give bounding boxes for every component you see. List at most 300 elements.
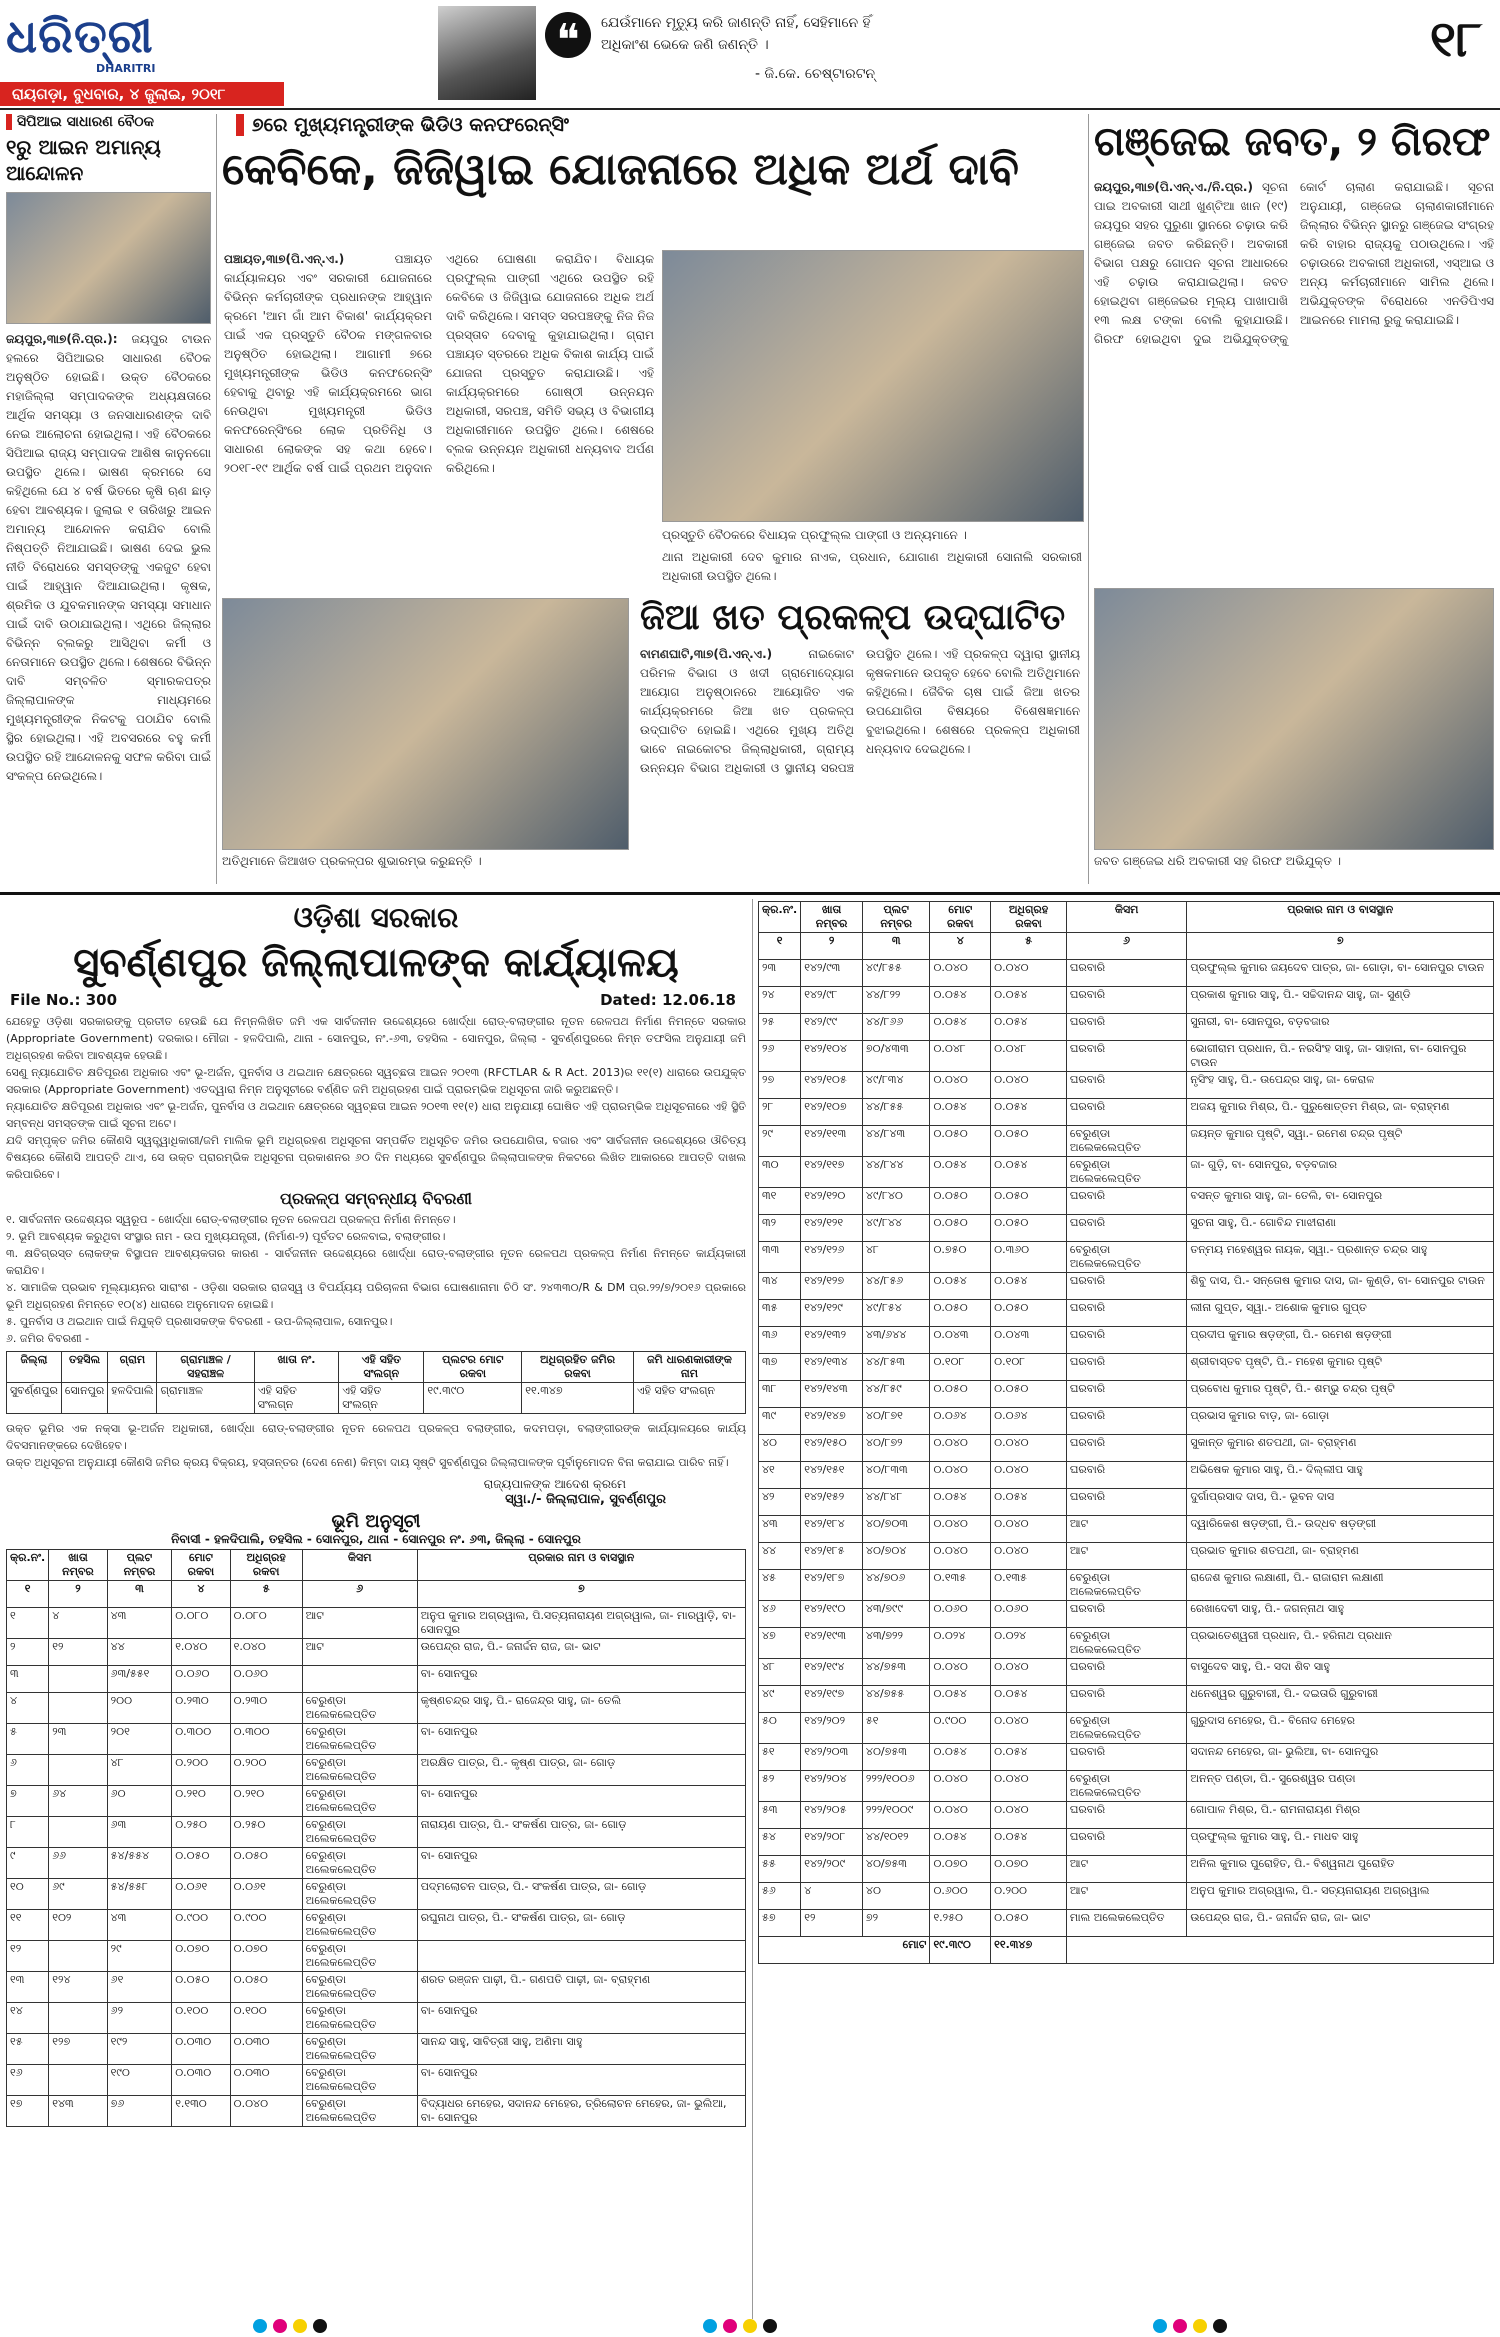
schedule-row [7,1879,746,1910]
schedule-cell: ୧୫ [7,2034,49,2065]
schedule-cell: ୪୪/୮୫୫ [862,1099,930,1126]
color-dots [1150,2318,1230,2337]
registration-dot [703,2319,717,2333]
schedule-cell: ଅଜୟ କୁମାର ମିଶ୍ର, ପି.- ପୁରୁଷୋତ୍ତମ ମିଶ୍ର, ଜା- ବ୍ରାହ୍ମଣ [1187,1099,1494,1126]
page-number: ୧୮ [1429,10,1482,68]
color-dots [700,2318,780,2337]
schedule-cell: ୦.୦୫୦ [930,1300,991,1327]
column-divider [1088,114,1089,884]
schedule-cell: ବସନ୍ତ କୁମାର ସାହୁ, ଜା- ତେଲି, ବା- ସୋନପୁର [1187,1188,1494,1215]
schedule-cell: ୩୪ [759,1273,801,1300]
schedule-row [759,1408,1494,1435]
schedule-cell: ବେରୁଣ୍ଡା ଅଲେକଲେପ୍ତିତ [302,1972,417,2003]
schedule-cell: ୨୩ [49,1724,107,1755]
schedule-cell: ୧୪୨/୧୫୦ [801,1435,863,1462]
schedule-cell: ୧.୧୩୦ [172,2096,230,2127]
schedule-cell: ବେରୁଣ୍ଡା ଅଲେକଲେପ୍ତିତ [302,2034,417,2065]
schedule-cell: ସୁଚନା ସାହୁ, ପି.- ଗୋବିନ୍ଦ ମାଝୀରାଣା [1187,1215,1494,1242]
schedule-column-number: ୭ [1187,933,1494,960]
schedule-cell: ୧୯୨ [107,2034,172,2065]
schedule-cell: ୦.୦୫୪ [991,1273,1067,1300]
schedule-cell: ଦ୍ୱାରିକେଶ ଷଡ଼ଙ୍ଗୀ, ପି.- ଉଦ୍ଧବ ଷଡ଼ଙ୍ଗୀ [1187,1516,1494,1543]
schedule-cell: ୫୪/୫୫୪ [107,1848,172,1879]
schedule-cell: ୪୩/୭୯୯ [862,1601,930,1628]
schedule-row [7,1693,746,1724]
schedule-cell: ୪୯/୮୩୪ [862,1072,930,1099]
schedule-cell: ୫୧ [759,1744,801,1771]
schedule-cell [302,1666,417,1693]
schedule-cell: ୩୯ [759,1408,801,1435]
schedule-column-number: ୭ [417,1581,745,1608]
schedule-cell: ୧୪୨/୧୨୦ [801,1188,863,1215]
summary-cell: ଏହି ସହିତ ସଂଲଗ୍ନ [339,1383,424,1414]
print-color-bar [0,2318,1500,2335]
story-bottom-dateline: ବାମଣଘାଟି,୩ା୭(ପି.ଏନ୍.ଏ.) [640,647,773,661]
schedule-column-number: ୩ [107,1581,172,1608]
schedule-row [759,1099,1494,1126]
schedule-cell: ୦.୦୭୦ [172,1941,230,1972]
schedule-cell: ୧୪୨/୧୯୦ [801,1601,863,1628]
schedule-cell: ବା- ସୋନପୁର [417,2003,745,2034]
schedule-cell: ୧୪୨/୧୯୪ [801,1659,863,1686]
schedule-cell: ପ୍ରଭାସ କୁମାର ବାଡ଼, ଜା- ଗୋଡ଼ା [1187,1408,1494,1435]
schedule-row [7,1666,746,1693]
schedule-cell: ୧୨ [7,1941,49,1972]
schedule-cell: ଘରବାରି [1066,1041,1186,1072]
summary-header-cell: ଅଧିଗ୍ରହିତ ଜମିର ରକବା [522,1352,634,1383]
registration-dot [1193,2319,1207,2333]
file-number: File No.: 300 [10,991,118,1009]
registration-dot [313,2319,327,2333]
schedule-row [759,987,1494,1014]
schedule-cell: ୩୦ [759,1157,801,1188]
summary-table [6,1351,746,1414]
registration-dot [763,2319,777,2333]
schedule-cell: ୦.୦୪୦ [930,1072,991,1099]
schedule-cell: ୦.୦୪୦ [930,1771,991,1802]
schedule-cell: ପ୍ରଫୁଲ୍ଲ କୁମାର ସାହୁ, ପି.- ମାଧବ ସାହୁ [1187,1829,1494,1856]
schedule-cell: ବା- ସୋନପୁର [417,1848,745,1879]
schedule-cell: ୪୪/୧୦୧୨ [862,1829,930,1856]
schedule-header-cell: କିସମ [302,1550,417,1581]
schedule-cell [49,1693,107,1724]
schedule-cell: ବେରୁଣ୍ଡା ଅଲେକଲେପ୍ତିତ [302,1879,417,1910]
schedule-cell: ସଦାନନ୍ଦ ମେହେର, ଜା- ଭୁଲିଆ, ବା- ସୋନପୁର [1187,1744,1494,1771]
schedule-cell: ୦.୦୪୮ [930,1041,991,1072]
schedule-cell: ୬୩/୫୫୧ [107,1666,172,1693]
schedule-cell: ୦.୧୦୦ [230,2003,302,2034]
schedule-cell: ୪୪/୮୪୩ [862,1126,930,1157]
schedule-cell: ୦.୦୬୪ [930,1408,991,1435]
schedule-cell: ଘରବାରି [1066,1659,1186,1686]
schedule-cell: ବା- ସୋନପୁର [417,1786,745,1817]
schedule-cell: ୬୦ [107,1786,172,1817]
total-row [759,1937,1494,1964]
schedule-cell: ୧୩ [7,1972,49,2003]
schedule-cell: ୧୪୨/୧୪୩ [801,1381,863,1408]
schedule-cell: ଗୋପାଳ ମିଶ୍ର, ପି.- ରାମନାରାୟଣ ମିଶ୍ର [1187,1802,1494,1829]
schedule-row [759,1072,1494,1099]
schedule-cell: ୧୪୨/୧୪୭ [801,1408,863,1435]
schedule-cell: ୧୬ [7,2065,49,2096]
schedule-cell: ୦.୦୫୦ [930,1215,991,1242]
schedule-cell: ଆଟ [1066,1883,1186,1910]
schedule-column-number: ୧ [7,1581,49,1608]
schedule-cell: ୬୬ [49,1848,107,1879]
schedule-cell: ୦.୦୫୦ [991,1215,1067,1242]
schedule-cell: ରଘୁନାଥ ପାତ୍ର, ପି.- ସଂକର୍ଷଣ ପାତ୍ର, ଜା- ଗୋଡ଼ [417,1910,745,1941]
registration-dot [723,2319,737,2333]
schedule-cell: ୦.୦୫୪ [930,1829,991,1856]
schedule-row [759,1628,1494,1659]
schedule-cell: ୦.୦୪୦ [930,1462,991,1489]
schedule-cell: ୭୬ [107,2096,172,2127]
schedule-cell: ୧୪୨/୨୦୫ [801,1802,863,1829]
schedule-cell: ୦.୦୫୪ [930,1099,991,1126]
registration-dot [1213,2319,1227,2333]
quote-text: ଯେଉଁମାନେ ମୃତ୍ୟୁ କରି ଜାଣନ୍ତି ନାହିଁ, ସେହିମାନେ ହିଁ ଅଧିକାଂଶ ଭେକେ ଜଣି ଜଣନ୍ତି । [601,15,871,53]
schedule-cell: ୦.୧୩୫ [930,1570,991,1601]
schedule-cell: ୦.୦୩୦ [172,2065,230,2096]
schedule-cell: ୫ [7,1724,49,1755]
schedule-cell: ବା- ସୋନପୁର [417,1666,745,1693]
schedule-column-number: ୫ [991,933,1067,960]
schedule-cell: ୪୪/୮୫୯ [862,1381,930,1408]
schedule-cell: ୪୦/୭୫୩ [862,1744,930,1771]
schedule-cell [49,2003,107,2034]
schedule-cell: ୨୬ [759,1041,801,1072]
schedule-cell: ୦.୦୪୦ [991,1435,1067,1462]
schedule-cell: ୦.୦୫୦ [930,1188,991,1215]
schedule-cell: ୦.୦୫୪ [991,1489,1067,1516]
schedule-cell: ୧୪୨/୧୦୪ [801,1041,863,1072]
schedule-row [7,2096,746,2127]
schedule-cell: ୦.୦୫୦ [230,1848,302,1879]
schedule-cell: ୦.୦୫୪ [930,987,991,1014]
summary-cell: ଏହି ସହିତ ସଂଲଗ୍ନ [254,1383,338,1414]
logo-subtitle: DHARITRI [96,62,156,75]
schedule-cell: ୧୪୨/୧୫୧ [801,1462,863,1489]
schedule-cell: ବେରୁଣ୍ଡା ଅଲେକଲେପ୍ତିତ [1066,1771,1186,1802]
schedule-cell: ଶ୍ରୀବାସ୍ତବ ପୃଷ୍ଟି, ପି.- ମହେଶ କୁମାର ପୃଷ୍ଟି [1187,1354,1494,1381]
schedule-cell: ଘରବାରି [1066,1014,1186,1041]
logo-text: ଧରିତ୍ରୀ [6,9,154,63]
schedule-cell: ୧୦୨ [49,1910,107,1941]
schedule-cell: ଆଟ [302,1608,417,1639]
schedule-cell: ୩ [7,1666,49,1693]
schedule-row [7,2003,746,2034]
schedule-cell: ୦.୧୦୮ [991,1354,1067,1381]
schedule-cell: ୦.୦୫୦ [172,1972,230,2003]
schedule-cell: ୦.୦୫୪ [991,987,1067,1014]
schedule-row [759,1188,1494,1215]
summary-cell: ସୋନପୁର [61,1383,107,1414]
schedule-column-number: ୫ [230,1581,302,1608]
dateline: ରାୟଗଡ଼ା, ବୁଧବାର, ୪ ଜୁଲାଇ, ୨୦୧୮ [0,82,284,106]
schedule-cell: ୦.୩୦୦ [230,1724,302,1755]
schedule-cell: ୨୯ [107,1941,172,1972]
schedule-cell: ୦.୭୫୦ [930,1242,991,1273]
schedule-row [759,1242,1494,1273]
schedule-cell [49,1666,107,1693]
schedule-cell: ୪୩/୭୨୨ [862,1628,930,1659]
schedule-cell: ବେରୁଣ୍ଡା ଅଲେକଲେପ୍ତିତ [302,1910,417,1941]
registration-dot [253,2319,267,2333]
schedule-row [759,1543,1494,1570]
schedule-cell: ବେରୁଣ୍ଡା ଅଲେକଲେପ୍ତିତ [1066,1713,1186,1744]
schedule-cell: ବେରୁଣ୍ଡା ଅଲେକଲେପ୍ତିତ [1066,1126,1186,1157]
schedule-cell: ୧୪ [7,2003,49,2034]
schedule-cell: ୦.୦୫୪ [991,1099,1067,1126]
schedule-cell: ୦.୦୫୪ [991,1829,1067,1856]
schedule-cell: ୪ [801,1883,863,1910]
schedule-cell: ୦.୦୫୦ [991,1300,1067,1327]
schedule-header-cell: ଖାତା ନମ୍ବର [49,1550,107,1581]
schedule-cell: ଆଟ [302,1639,417,1666]
schedule-cell: ୬ [7,1755,49,1786]
schedule-cell: ଗୁରୁଦାସ ମେହେର, ପି.- ବିନୋଦ ମେହେର [1187,1713,1494,1744]
schedule-header-cell: ପ୍ଲଟ ନମ୍ବର [862,902,930,933]
schedule-cell: ବେରୁଣ୍ଡା ଅଲେକଲେପ୍ତିତ [1066,1157,1186,1188]
schedule-cell: ୩୨ [759,1215,801,1242]
schedule-cell: ଉପେନ୍ଦ୍ର ରାଜ, ପି.- ଜନାର୍ଦ୍ଦନ ରାଜ, ଜା- ଭାଟ [1187,1910,1494,1937]
schedule-cell: ପ୍ରଭାତେଶ୍ୱରୀ ପ୍ରଧାନ, ପି.- ହରିନାଥ ପ୍ରଧାନ [1187,1628,1494,1659]
schedule-cell: ବେରୁଣ୍ଡା ଅଲେକଲେପ୍ତିତ [302,1724,417,1755]
registration-dot [273,2319,287,2333]
schedule-cell: ଘରବାରି [1066,1829,1186,1856]
schedule-cell: ଶିବୁ ଦାସ, ପି.- ସନ୍ତୋଷ କୁମାର ଦାସ, ଜା- କୁଣ୍ଡି, ବା- ସୋନପୁର ଟାଉନ [1187,1273,1494,1300]
schedule-cell: ୪୪/୮୪୪ [862,1157,930,1188]
schedule-cell: ସାନନ୍ଦ ସାହୁ, ସାବିତ୍ରୀ ସାହୁ, ଅଣିମା ସାହୁ [417,2034,745,2065]
schedule-cell: ୦.୦୪୦ [991,1072,1067,1099]
schedule-header-cell: ପ୍ରକାର ନାମ ଓ ବାସସ୍ଥାନ [417,1550,745,1581]
schedule-row [759,1802,1494,1829]
schedule-cell: ୦.୦୩୦ [172,2034,230,2065]
project-heading: ପ୍ରକଳ୍ପ ସମ୍ବନ୍ଧୀୟ ବିବରଣୀ [280,1189,472,1208]
schedule-cell: ୫୭ [759,1910,801,1937]
schedule-cell [49,1755,107,1786]
schedule-cell: ୧୪୨/୧୨୭ [801,1273,863,1300]
schedule-cell: ୨୨୨/୧୦୦୬ [862,1771,930,1802]
schedule-cell: ୩୧ [759,1188,801,1215]
story-bottom [640,595,1080,885]
schedule-cell: ବା- ସୋନପୁର [417,1724,745,1755]
total-area: ୧୯.୩୯୦ [930,1937,991,1964]
schedule-cell: ଘରବାରି [1066,1300,1186,1327]
schedule-cell: ୪୬ [759,1601,801,1628]
schedule-row [7,2034,746,2065]
story-main-headline: କେବିକେ, ଜିଜିୱାଇ ଯୋଜନାରେ ଅଧିକ ଅର୍ଥ ଦାବି [222,144,1019,195]
schedule-cell: ୦.୦୬୦ [230,1666,302,1693]
schedule-cell: ତନ୍ମୟ ମହେଶ୍ୱର ନାୟକ, ସ୍ୱା.- ପ୍ରଶାନ୍ତ ଚନ୍ଦ୍ର ସାହୁ [1187,1242,1494,1273]
schedule-cell: ୧ [7,1608,49,1639]
total-acquired: ୧୧.୩୪୭ [991,1937,1067,1964]
schedule-column-number: ୨ [49,1581,107,1608]
schedule-cell: ୧୪୨/୧୦୭ [801,1099,863,1126]
schedule-cell: ୪୩ [759,1516,801,1543]
schedule-cell: ୩୫ [759,1300,801,1327]
story-bottom-headline: ଜିଆ ଖତ ପ୍ରକଳ୍ପ ଉଦ୍‌ଘାଟିତ [640,597,1066,638]
schedule-cell: ୦.୦୩୦ [230,2065,302,2096]
schedule-column-number: ୬ [1066,933,1186,960]
schedule-cell: ୪୦ [862,1883,930,1910]
schedule-cell: ୧୪୨/୧୩୨ [801,1327,863,1354]
schedule-cell: ୦.୦୫୪ [930,1744,991,1771]
schedule-row [7,1755,746,1786]
schedule-cell: ଘରବାରି [1066,1099,1186,1126]
schedule-cell: ୨୯ [759,1126,801,1157]
schedule-cell: ୦.୦୫୦ [930,1126,991,1157]
newspaper-logo [6,6,236,75]
schedule-cell: ୧୨୭ [49,2034,107,2065]
schedule-cell: ୦.୦୨୪ [991,1628,1067,1659]
summary-header-cell: ଖାତା ନଂ. [254,1352,338,1383]
summary-cell: ୧୧.୩୪୭ [522,1383,634,1414]
story-main-head [222,114,1082,224]
schedule-cell: ୬୩ [107,1817,172,1848]
schedule-cell: ୧୨ [801,1910,863,1937]
schedule-cell: ନାରାୟଣ ପାତ୍ର, ପି.- ସଂକର୍ଷଣ ପାତ୍ର, ଜା- ଗୋଡ଼ [417,1817,745,1848]
schedule-cell [49,1941,107,1972]
schedule-header-cell: ମୋଟ ରକବା [172,1550,230,1581]
summary-header-cell: ତହସିଲ [61,1352,107,1383]
schedule-cell: ବେରୁଣ୍ଡା ଅଲେକଲେପ୍ତିତ [302,2003,417,2034]
quote-author: - ଜି.କେ. ଚେଷ୍ଟାରଟନ୍ [755,66,876,82]
schedule-cell: ୦.୦୪୦ [991,1659,1067,1686]
schedule-cell: ୦.୦୬୧ [230,1879,302,1910]
schedule-cell: ୧୪୨/୧୮୪ [801,1516,863,1543]
story-bottom-body: ନାଇକୋଟ ପରିମଳ ବିଭାଗ ଓ ଖଦୀ ଗ୍ରାମୋଦ୍ୟୋଗ ଆୟୋଗ ଅନୁଷ୍ଠାନରେ ଆୟୋଜିତ ଏକ କାର୍ଯ୍ୟକ୍ରମରେ ଜିଆ ଖତ ପ୍ରକଳ୍ପ ଉଦ୍‌ଘାଟିତ ହୋଇଛି। ଏଥିରେ ମୁଖ୍ୟ ଅତିଥି ଭାବେ ନାଇକୋଟର ଜିଲ୍ଲାଧିକାରୀ, ଗ୍ରାମ୍ୟ ଉନ୍ନୟନ ବିଭାଗ ଅଧିକାରୀ ଓ ସ୍ଥାନୀୟ ସରପଞ୍ଚ ଉପସ୍ଥିତ ଥିଲେ। ଏହି ପ୍ରକଳ୍ପ ଦ୍ୱାରା ସ୍ଥାନୀୟ କୃଷକମାନେ ଉପକୃତ ହେବେ ବୋଲି ଅତିଥିମାନେ କହିଥିଲେ। ଜୈବିକ ଚାଷ ପାଇଁ ଜିଆ ଖତର ଉପଯୋଗିତା ବିଷୟରେ ବିଶେଷଜ୍ଞମାନେ ବୁଝାଇଥିଲେ। ଶେଷରେ ପ୍ରକଳ୍ପ ଅଧିକାରୀ ଧନ୍ୟବାଦ ଦେଇଥିଲେ। [640,647,1080,775]
summary-header-cell: ଗ୍ରାମ [108,1352,157,1383]
registration-dot [1153,2319,1167,2333]
schedule-cell: ୦.୨୩୦ [230,1693,302,1724]
schedule-row [759,1435,1494,1462]
schedule-cell: ୪୯/୮୫୫ [862,960,930,987]
schedule-cell [417,1941,745,1972]
schedule-cell: ୩୮ [759,1381,801,1408]
schedule-cell: ୯ [7,1848,49,1879]
schedule-cell: ସୁନାରୀ, ବା- ସୋନପୁର, ବଡ଼ବଜାର [1187,1014,1494,1041]
schedule-cell: ୦.୨୦୦ [991,1883,1067,1910]
summary-cell: ୧୯.୩୯୦ [424,1383,522,1414]
schedule-cell: ୧୨୪ [49,1972,107,2003]
schedule-cell: ୩୩ [759,1242,801,1273]
schedule-column-number: ୨ [801,933,863,960]
schedule-cell: ୧.୦୪୦ [172,1639,230,1666]
schedule-cell: ଘରବାରି [1066,1273,1186,1300]
schedule-cell: ୦.୯୦୦ [930,1713,991,1744]
schedule-cell: ୧୪୨/୨୦୮ [801,1829,863,1856]
schedule-cell: ୪୦/୮୭୧ [862,1408,930,1435]
schedule-cell: ଭୋଗୀରାମ ପ୍ରଧାନ, ପି.- ନରସିଂହ ସାହୁ, ଜା- ସାହାନା, ବା- ସୋନପୁର ଟାଉନ [1187,1041,1494,1072]
schedule-cell: ୮ [7,1817,49,1848]
notice-para: ଯଦି ସମ୍ପୃକ୍ତ ଜମିର କୌଣସି ସ୍ୱତ୍ତ୍ୱାଧିକାରୀ/ଜମି ମାଲିକ ଭୂମି ଅଧିଗ୍ରହଣ ଅଧିସୂଚନା ସମ୍ପର୍କିତ ଅଧିସୂଚିତ ଜମିର ଉପଯୋଗିତା, ବଜାର ଏବଂ ସାର୍ବଜନୀନ ଉଦ୍ଦେଶ୍ୟରେ ଔଚିତ୍ୟ ବିଷୟରେ କୌଣସି ଆପତ୍ତି ଥାଏ, ସେ ଉକ୍ତ ପ୍ରାରମ୍ଭିକ ଅଧିସୂଚନା ପ୍ରକାଶନର ୬୦ ଦିନ ମଧ୍ୟରେ ସୁବର୍ଣ୍ଣପୁର ଜିଲ୍ଲାପାଳଙ୍କ ନିକଟରେ ଲିଖିତ ଆକାରରେ ଆପତ୍ତି ଦାଖଲ କରିପାରିବେ। [6,1134,746,1181]
schedule-cell: ଜୟନ୍ତ କୁମାର ପୃଷ୍ଟି, ସ୍ୱା.- ରମେଶ ଚନ୍ଦ୍ର ପୃଷ୍ଟି [1187,1126,1494,1157]
schedule-cell: ୨ [7,1639,49,1666]
story-right-headline: ଗଞ୍ଜେଇ ଜବତ, ୨ ଗିରଫ [1094,119,1491,165]
schedule-cell: ୨୪ [759,987,801,1014]
schedule-row [759,1157,1494,1188]
schedule-cell: ୦.୧୩୫ [991,1570,1067,1601]
schedule-row [759,1910,1494,1937]
schedule-cell: ଧନେଶ୍ୱର ଗୁରୁବାରୀ, ପି.- ଦଇତାରି ଗୁରୁବାରୀ [1187,1686,1494,1713]
schedule-cell: ଘରବାରି [1066,1381,1186,1408]
notice-divider [752,899,753,2319]
notice-left [6,901,746,2321]
schedule-row [759,1327,1494,1354]
schedule-cell: ଅନୁପ କୁମାର ଅଗ୍ରୱାଲ, ପି.- ସତ୍ୟନାରାୟଣ ଅଗ୍ରୱାଲ [1187,1883,1494,1910]
notice-para: ଉକ୍ତ ଭୂମିର ଏକ ନକ୍ସା ଭୂ-ଅର୍ଜନ ଅଧିକାରୀ, ଖୋର୍ଦ୍ଧା ରୋଡ୍-ବଲାଙ୍ଗୀର ନୂତନ ରେଳପଥ ପ୍ରକଳ୍ପ ବଲାଙ୍ଗୀର, କଦମପଡ଼ା, ବଲାଙ୍ଗୀରଙ୍କ କାର୍ଯ୍ୟାଳୟରେ କାର୍ଯ୍ୟ ଦିବସମାନଙ୍କରେ ଦେଖିହେବ। [6,1422,746,1452]
schedule-cell: ୦.୦୪୩ [930,1327,991,1354]
notice-para: ସେଣୁ ନ୍ୟାଯୋଚିତ କ୍ଷତିପୂରଣ ଅଧିକାର ଏବଂ ଭୂ-ଅର୍ଜନ, ପୁନର୍ବାସ ଓ ଥଇଥାନ କ୍ଷେତ୍ରରେ ସ୍ୱଚ୍ଛତା ଆଇନ ୨୦୧୩ (RFCTLAR & R Act. 2013)ର ୧୧(୧) ଧାରାରେ ଉପଯୁକ୍ତ ସରକାର (Appropriate Government) ଏତଦ୍ୱାରା ନିମ୍ନ ଅନୁସୂଚୀରେ ବର୍ଣ୍ଣିତ ଜମି ଅଧିଗ୍ରହଣ ପାଇଁ ପ୍ରାରମ୍ଭିକ ଅଧିସୂଚନା ଜାରି କରୁଅଛନ୍ତି। [6,1066,746,1096]
schedule-cell: ୧.୨୫୦ [930,1910,991,1937]
schedule-cell: ୪୦/୮୩୩ [862,1462,930,1489]
schedule-cell: ୪୪/୮୬୬ [862,1014,930,1041]
story-left-body: ଜୟପୁର ଟାଉନ ହଲରେ ସିପିଆଇର ସାଧାରଣ ବୈଠକ ଅନୁଷ୍ଠିତ ହୋଇଛି। ଉକ୍ତ ବୈଠକରେ ମହାଜିଲ୍ଲା ସମ୍ପାଦକଙ୍କ ଅଧ୍ୟକ୍ଷତାରେ ଆର୍ଥିକ ସମସ୍ୟା ଓ ଜନସାଧାରଣଙ୍କ ଦାବି ନେଇ ଆଲୋଚନା ହୋଇଥିଲା। ଏହି ବୈଠକରେ ସିପିଆଇ ରାଜ୍ୟ ସମ୍ପାଦକ ଆଶିଷ କାନୁନଗୋ ଉପସ୍ଥିତ ଥିଲେ। ଭାଷଣ କ୍ରମରେ ସେ କହିଥିଲେ ଯେ ୪ ବର୍ଷ ଭିତରେ କୃଷି ଋଣ ଛାଡ଼ ହେବା ଆବଶ୍ୟକ। ଜୁଲାଇ ୧ ତାରିଖରୁ ଆଇନ ଅମାନ୍ୟ ଆନ୍ଦୋଳନ କରାଯିବ ବୋଲି ନିଷ୍ପତ୍ତି ନିଆଯାଇଛି। ଭାଷଣ ଦେଇ ଭୁଲ ନୀତି ବିରୋଧରେ ସମସ୍ତଙ୍କୁ ଏକଜୁଟ ହେବା ପାଇଁ ଆହ୍ୱାନ ଦିଆଯାଇଥିଲା। କୃଷକ, ଶ୍ରମିକ ଓ ଯୁବକମାନଙ୍କ ସମସ୍ୟା ସମାଧାନ ପାଇଁ ଦାବି ଉଠାଯାଇଥିଲା। ଏଥିରେ ଜିଲ୍ଲାର ବିଭିନ୍ନ ବ୍ଲକରୁ ଆସିଥିବା କର୍ମୀ ଓ ନେତାମାନେ ଉପସ୍ଥିତ ଥିଲେ। ଶେଷରେ ବିଭିନ୍ନ ଦାବି ସମ୍ବଳିତ ସ୍ମାରକପତ୍ର ଜିଲ୍ଲାପାଳଙ୍କ ମାଧ୍ୟମରେ ମୁଖ୍ୟମନ୍ତ୍ରୀଙ୍କ ନିକଟକୁ ପଠାଯିବ ବୋଲି ସ୍ଥିର ହୋଇଥିଲା। ଏହି ଅବସରରେ ବହୁ କର୍ମୀ ଉପସ୍ଥିତ ରହି ଆନ୍ଦୋଳନକୁ ସଫଳ କରିବା ପାଇଁ ସଂକଳ୍ପ ନେଇଥିଲେ। [6,332,211,783]
schedule-cell: ୦.୦୬୦ [930,1601,991,1628]
schedule-row [759,1744,1494,1771]
quote-box [545,6,1165,100]
schedule-cell: ୦.୦୭୦ [991,1856,1067,1883]
schedule-cell: ୧୨ [49,1639,107,1666]
schedule-cell: ୧୪୨/୨୦୯ [801,1856,863,1883]
schedule-cell: ୧୪୨/୧୧୩ [801,1126,863,1157]
schedule-cell: ୪୦/୭୦୩ [862,1516,930,1543]
schedule-cell: ୪୪ [759,1543,801,1570]
schedule-row [759,1489,1494,1516]
schedule-row [7,1639,746,1666]
schedule-row [7,1910,746,1941]
schedule-cell: ୦.୦୫୦ [991,1910,1067,1937]
schedule-cell: ୧୪୨/୧୨୬ [801,1242,863,1273]
story-left-kicker: ସିପିଆଇ ସାଧାରଣ ବୈଠକ [6,114,211,130]
schedule-cell: ଘରବାରି [1066,1408,1186,1435]
schedule-cell: ୧୪୨/୯୯ [801,1014,863,1041]
summary-header-cell: ଗ୍ରାମାଞ୍ଚଳ / ସହରାଞ୍ଚଳ [157,1352,254,1383]
schedule-cell: ୦.୦୪୦ [930,1516,991,1543]
schedule-cell: ୫୧ [862,1713,930,1744]
schedule-cell: ପ୍ରଭାତ କୁମାର ଶତପଥୀ, ଜା- ବ୍ରାହ୍ମଣ [1187,1543,1494,1570]
schedule-row [759,1601,1494,1628]
schedule-cell: ୦.୧୦୮ [930,1354,991,1381]
schedule-cell: ୨୩ [759,960,801,987]
schedule-cell: ୪୩ [107,1608,172,1639]
summary-header-cell: ଏହି ସହିତ ସଂଲଗ୍ନ [339,1352,424,1383]
story-main-body: ପଞ୍ଚାୟତ,୩ା୭(ପି.ଏନ୍.ଏ.) ପଞ୍ଚାୟତ କାର୍ଯ୍ୟାଳୟର ଏବଂ ସରକାରୀ ଯୋଜନାରେ ବିଭିନ୍ନ କର୍ମଚାରୀଙ୍କ ପ୍ରଧାନଙ୍କ ଆହ୍ୱାନ କ୍ରମେ 'ଆମ ଗାଁ ଆମ ବିକାଶ' କାର୍ଯ୍ୟକ୍ରମ ପାଇଁ ଏକ ପ୍ରସ୍ତୁତି ବୈଠକ ମଙ୍ଗଳବାର ଅନୁଷ୍ଠିତ ହୋଇଥିଲା। ଆଗାମୀ ୭ରେ ମୁଖ୍ୟମନ୍ତ୍ରୀଙ୍କ ଭିଡିଓ କନଫରେନ୍ସିଂ ହେବାକୁ ଥିବାରୁ ଏହି କାର୍ଯ୍ୟକ୍ରମରେ ଭାଗ ନେଉଥିବା ମୁଖ୍ୟମନ୍ତ୍ରୀ ଭିଡିଓ କନଫରେନ୍ସିଂରେ ଲୋକ ପ୍ରତିନିଧି ଓ ସାଧାରଣ ଲୋକଙ୍କ ସହ କଥା ହେବେ। ୨୦୧୮-୧୯ ଆର୍ଥିକ ବର୍ଷ ପାଇଁ ପ୍ରଥମ ଅନୁଦାନ ଏଥିରେ ଘୋଷଣା କରାଯିବ। ବିଧାୟକ ପ୍ରଫୁଲ୍ଲ ପାଙ୍ଗୀ ଏଥିରେ ଉପସ୍ଥିତ ରହି କେବିକେ ଓ ଜିଜିୱାଇ ଯୋଜନାରେ ଅଧିକ ଅର୍ଥ ଦାବି କରିଥିଲେ। ସମସ୍ତ ସରପଞ୍ଚଙ୍କୁ ନିଜ ନିଜ ପ୍ରସ୍ତାବ ଦେବାକୁ କୁହାଯାଇଥିଲା। ଗ୍ରାମ ପଞ୍ଚାୟତ ସ୍ତରରେ ଅଧିକ ବିକାଶ କାର୍ଯ୍ୟ ପାଇଁ ଯୋଜନା ପ୍ରସ୍ତୁତ କରାଯାଉଛି। ଏହି କାର୍ଯ୍ୟକ୍ରମରେ ଗୋଷ୍ଠୀ ଉନ୍ନୟନ ଅଧିକାରୀ, ସରପଞ୍ଚ, ସମିତି ସଭ୍ୟ ଓ ବିଭାଗୀୟ ଅଧିକାରୀମାନେ ଉପସ୍ଥିତ ଥିଲେ। ଶେଷରେ ବ୍ଲକ ଉନ୍ନୟନ ଅଧିକାରୀ ଧନ୍ୟବାଦ ଅର୍ପଣ କରିଥିଲେ। [224,252,654,475]
schedule-cell: ୧୯୦ [107,2065,172,2096]
schedule-row [7,1848,746,1879]
schedule-cell: ୨୫ [759,1014,801,1041]
project-item: ୩. କ୍ଷତିଗ୍ରସ୍ତ ଲୋକଙ୍କ ବିସ୍ଥାପନ ଆବଶ୍ୟକତାର କାରଣ - ସାର୍ବଜନୀନ ଉଦ୍ଦେଶ୍ୟରେ ଖୋର୍ଦ୍ଧା ରୋଡ୍-ବଲାଙ୍ଗୀର ନୂତନ ରେଳପଥ ପ୍ରକଳ୍ପ ନିର୍ମାଣ ନିମନ୍ତେ କାର୍ଯ୍ୟକାରୀ କରାଯିବ। [6,1247,746,1277]
schedule-cell: ୦.୨୧୦ [172,1786,230,1817]
schedule-cell: ୫୬ [759,1883,801,1910]
schedule-cell: ୦.୦୪୦ [991,1713,1067,1744]
schedule-cell: ବେରୁଣ୍ଡା ଅଲେକଲେପ୍ତିତ [302,1786,417,1817]
schedule-column-number: ୧ [759,933,801,960]
notice-date: Dated: 12.06.18 [600,991,736,1009]
schedule-row [759,1354,1494,1381]
government-notice [0,892,1500,2333]
schedule-cell: ୦.୦୮୦ [172,1608,230,1639]
schedule-cell: ୧୪୨/୧୦୫ [801,1072,863,1099]
schedule-header-cell: କ୍ର.ନଂ. [7,1550,49,1581]
schedule-cell: ୪୮ [107,1755,172,1786]
schedule-cell: ଘରବାରି [1066,1354,1186,1381]
schedule-cell: ୪୩/୬୪୪ [862,1327,930,1354]
schedule-cell: ୦.୦୫୪ [930,1014,991,1041]
schedule-cell: ୪୩ [107,1910,172,1941]
schedule-cell: ୫୩ [759,1802,801,1829]
